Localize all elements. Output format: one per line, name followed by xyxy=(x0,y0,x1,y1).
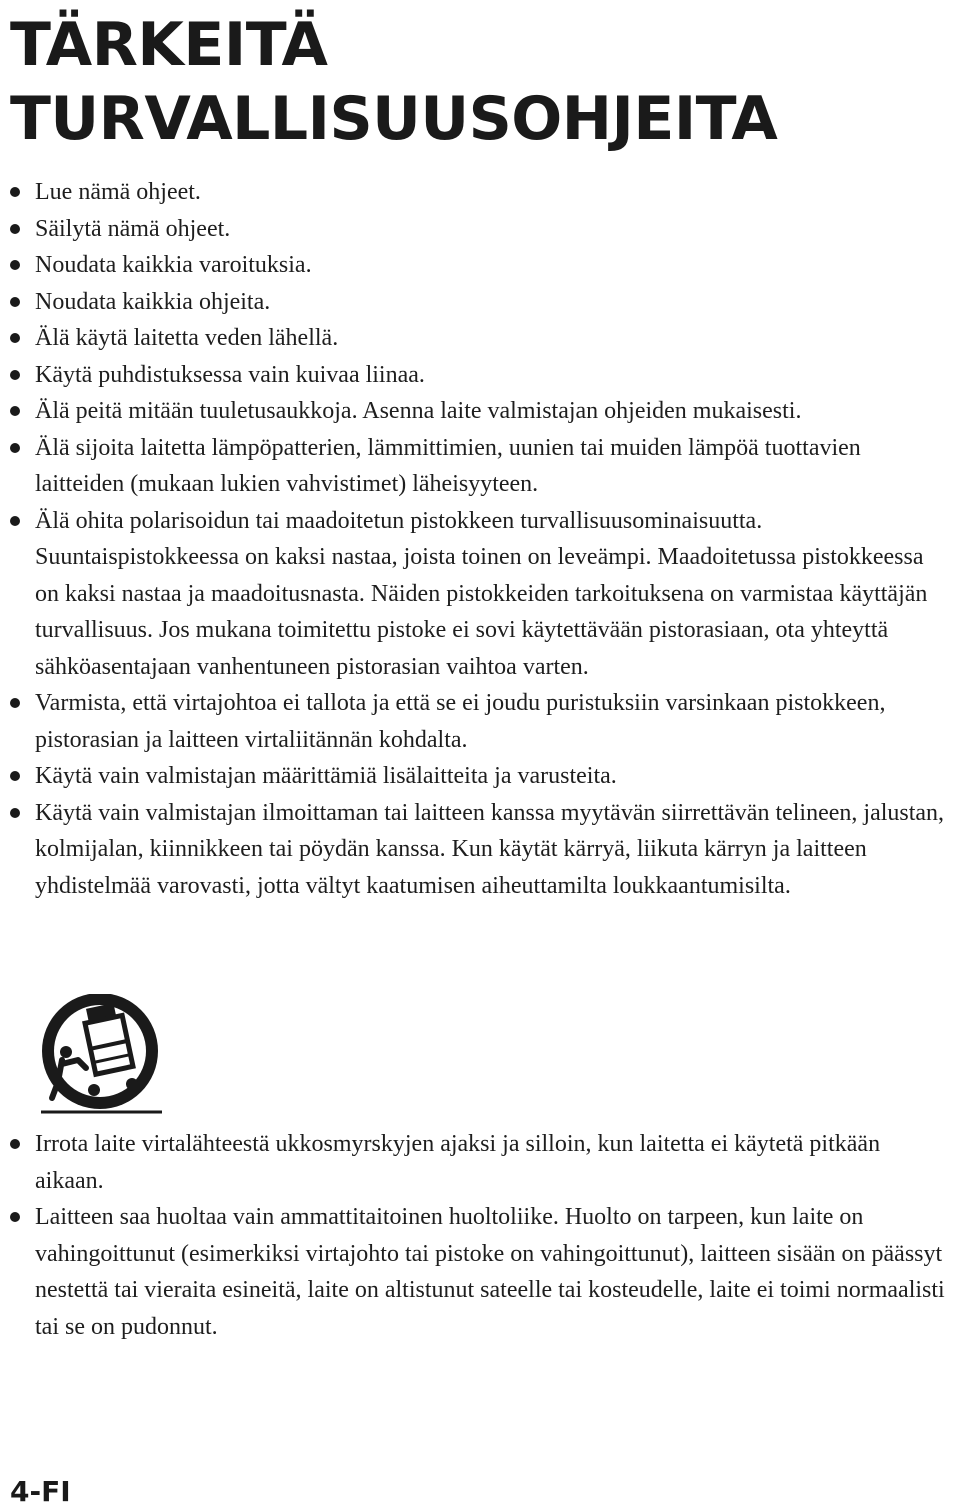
list-item-text: Säilytä nämä ohjeet. xyxy=(35,215,231,242)
page-title xyxy=(10,8,777,156)
bullet-icon xyxy=(10,333,20,343)
list-item xyxy=(0,1126,960,1199)
list-item-text: Noudata kaikkia varoituksia. xyxy=(35,252,312,278)
list-item-text: Noudata kaikkia ohjeita. xyxy=(35,288,271,315)
bullet-icon xyxy=(10,297,20,307)
list-item-text: Älä ohita polarisoidun tai maadoitetun pistokkeen turvallisuusominaisuutta. Suuntaispistokkeessa on kaksi nastaa, joista toinen on leveämpi. Maadoitetussa pistokkeessa on kaksi nastaa ja maadoitusnasta. Näiden pistokkeiden tarkoituksena on varmistaa käyttäjän turvallisuus. Jos mukana toimitettu pistoke ei sovi käytettävään pistorasiaan, ota yhteyttä sähköasentajaan vanhentuneen pistorasian vaihtoa varten. xyxy=(35,507,928,680)
bullet-icon xyxy=(10,187,20,197)
bullet-icon xyxy=(10,808,20,818)
list-item xyxy=(0,320,960,357)
list-item-text: Älä sijoita laitetta lämpöpatterien, lämmittimien, uunien tai muiden lämpöä tuottavien laitteiden (mukaan lukien vahvistimet) läheisyyteen. xyxy=(35,434,861,497)
list-item xyxy=(0,503,960,686)
list-item-text: Laitteen saa huoltaa vain ammattitaitoinen huoltoliike. Huolto on tarpeen, kun laite on vahingoittunut (esimerkiksi virtajohto tai pistoke on vahingoittunut), laitteen sisään on päässyt nestettä tai vieraita esineitä, laite on altistunut sateelle tai kosteudelle, laite ei toimi normaalisti tai se on pudonnut. xyxy=(35,1204,945,1340)
list-item-text: Käytä vain valmistajan määrittämiä lisälaitteita ja varusteita. xyxy=(35,763,617,789)
list-item xyxy=(0,795,960,905)
list-item xyxy=(0,284,960,321)
list-item xyxy=(0,211,960,248)
list-item xyxy=(0,685,960,758)
list-item-text: Älä peitä mitään tuuletusaukkoja. Asenna laite valmistajan ohjeiden mukaisesti. xyxy=(35,398,802,424)
bullet-icon xyxy=(10,260,20,270)
list-item-text: Käytä vain valmistajan ilmoittaman tai laitteen kanssa myytävän siirrettävän telineen, jalustan, kolmijalan, kiinnikkeen tai pöydän kanssa. Kun käytät kärryä, liikuta kärryn ja laitteen yhdistelmää varovasti, jotta vältyt kaatumisen aiheuttamilta loukkaantumisilta. xyxy=(35,799,945,899)
bullet-icon xyxy=(10,1212,20,1222)
cart-tip-over-warning-icon xyxy=(36,994,166,1118)
bullet-icon xyxy=(10,1139,20,1149)
list-item xyxy=(0,1199,960,1345)
safety-instructions-list xyxy=(0,174,960,904)
list-item xyxy=(0,430,960,503)
safety-instructions-list-continued xyxy=(0,1126,960,1345)
list-item xyxy=(0,247,960,284)
bullet-icon xyxy=(10,771,20,781)
bullet-icon xyxy=(10,406,20,416)
list-item-text: Käytä puhdistuksessa vain kuivaa liinaa. xyxy=(35,361,425,388)
list-item xyxy=(0,758,960,795)
bullet-icon xyxy=(10,370,20,380)
bullet-icon xyxy=(10,224,20,234)
list-item-text: Älä käytä laitetta veden lähellä. xyxy=(35,325,339,351)
title-line-2: TURVALLISUUSOHJEITA xyxy=(10,84,778,154)
bullet-icon xyxy=(10,443,20,453)
bullet-icon xyxy=(10,516,20,526)
list-item xyxy=(0,174,960,211)
title-line-1: TÄRKEITÄ xyxy=(10,10,328,80)
list-item-text: Varmista, että virtajohtoa ei tallota ja että se ei joudu puristuksiin varsinkaan pistokkeen, pistorasian ja laitteen virtaliitännän kohdalta. xyxy=(35,690,886,753)
list-item-text: Irrota laite virtalähteestä ukkosmyrskyjen ajaksi ja silloin, kun laitetta ei käytetä pitkään aikaan. xyxy=(35,1131,881,1194)
bullet-icon xyxy=(10,698,20,708)
list-item xyxy=(0,357,960,394)
list-item xyxy=(0,393,960,430)
list-item-text: Lue nämä ohjeet. xyxy=(35,179,201,205)
page-number: 4-FI xyxy=(10,1475,71,1508)
